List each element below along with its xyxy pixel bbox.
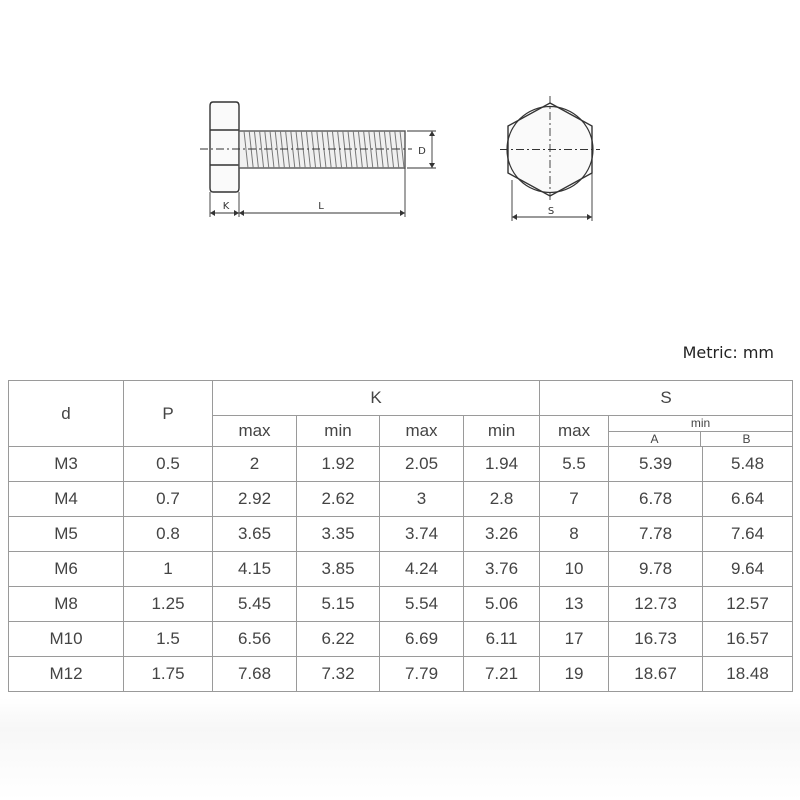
header-k-min-2: min	[464, 416, 540, 447]
table-row	[9, 587, 793, 622]
header-s: S	[540, 381, 793, 416]
dim-k-arrow-right	[234, 210, 239, 216]
cell-s-min-a: 16.73	[609, 622, 703, 657]
cell-k-min-1: 5.15	[297, 587, 380, 622]
cell-k-min-2: 7.21	[464, 657, 540, 692]
cell-d: M4	[9, 482, 124, 517]
dim-s-arrow-right	[587, 214, 592, 220]
cell-s-min-a: 6.78	[609, 482, 703, 517]
cell-k-min-2: 2.8	[464, 482, 540, 517]
cell-s-min-a: 5.39	[609, 447, 703, 482]
cell-k-min-1: 6.22	[297, 622, 380, 657]
header-k-max-2: max	[380, 416, 464, 447]
cell-k-min-2: 5.06	[464, 587, 540, 622]
header-s-min	[609, 416, 793, 447]
dim-l-arrow-left	[239, 210, 244, 216]
cell-d: M8	[9, 587, 124, 622]
table-row	[9, 552, 793, 587]
cell-k-min-2: 6.11	[464, 622, 540, 657]
dim-label-k: K	[222, 201, 230, 212]
cell-s-max: 5.5	[540, 447, 609, 482]
cell-s-max: 10	[540, 552, 609, 587]
cell-s-max: 7	[540, 482, 609, 517]
cell-s-max: 8	[540, 517, 609, 552]
cell-k-max-2: 3.74	[380, 517, 464, 552]
dim-label-s: S	[547, 206, 555, 217]
front-view	[500, 96, 600, 221]
header-s-max: max	[540, 416, 609, 447]
cell-k-min-2: 3.76	[464, 552, 540, 587]
cell-d: M10	[9, 622, 124, 657]
cell-k-min-1: 7.32	[297, 657, 380, 692]
cell-p: 1.5	[124, 622, 213, 657]
header-s-min-b: B	[700, 432, 792, 446]
cell-k-max-2: 2.05	[380, 447, 464, 482]
cell-s-min-b: 7.64	[703, 517, 793, 552]
cell-s-min-b: 5.48	[703, 447, 793, 482]
cell-s-min-b: 18.48	[703, 657, 793, 692]
dim-label-l: L	[318, 201, 324, 212]
cell-d: M3	[9, 447, 124, 482]
spec-table-body	[9, 447, 793, 692]
dim-label-d: D	[418, 146, 426, 157]
cell-k-max-2: 6.69	[380, 622, 464, 657]
header-k-max-1: max	[213, 416, 297, 447]
header-s-min-label: min	[609, 416, 792, 432]
faded-footer-area	[0, 698, 800, 800]
table-row	[9, 622, 793, 657]
cell-k-min-1: 3.35	[297, 517, 380, 552]
bolt-technical-drawing	[0, 0, 800, 300]
cell-p: 0.7	[124, 482, 213, 517]
table-row	[9, 657, 793, 692]
cell-s-min-b: 6.64	[703, 482, 793, 517]
cell-k-max-2: 5.54	[380, 587, 464, 622]
cell-s-max: 19	[540, 657, 609, 692]
header-k: K	[213, 381, 540, 416]
side-view	[200, 102, 436, 217]
cell-k-max-1: 6.56	[213, 622, 297, 657]
cell-k-max-2: 3	[380, 482, 464, 517]
cell-s-min-a: 9.78	[609, 552, 703, 587]
cell-s-max: 13	[540, 587, 609, 622]
dim-d-arrow-bottom	[429, 163, 435, 168]
dim-d-arrow-top	[429, 131, 435, 136]
header-p: P	[124, 381, 213, 447]
cell-d: M5	[9, 517, 124, 552]
cell-p: 1.25	[124, 587, 213, 622]
header-s-min-a: A	[650, 432, 659, 446]
dim-l-arrow-right	[400, 210, 405, 216]
cell-k-max-1: 2.92	[213, 482, 297, 517]
cell-s-min-b: 16.57	[703, 622, 793, 657]
header-d: d	[9, 381, 124, 447]
cell-k-max-2: 4.24	[380, 552, 464, 587]
dim-s-arrow-left	[512, 214, 517, 220]
cell-k-min-2: 3.26	[464, 517, 540, 552]
cell-d: M6	[9, 552, 124, 587]
unit-note: Metric: mm	[682, 343, 774, 362]
cell-s-min-a: 7.78	[609, 517, 703, 552]
cell-k-max-2: 7.79	[380, 657, 464, 692]
cell-s-max: 17	[540, 622, 609, 657]
cell-s-min-b: 9.64	[703, 552, 793, 587]
cell-p: 0.8	[124, 517, 213, 552]
table-row	[9, 447, 793, 482]
header-k-min-1: min	[297, 416, 380, 447]
cell-k-min-2: 1.94	[464, 447, 540, 482]
cell-k-min-1: 2.62	[297, 482, 380, 517]
cell-s-min-a: 12.73	[609, 587, 703, 622]
cell-k-max-1: 3.65	[213, 517, 297, 552]
table-row	[9, 482, 793, 517]
cell-s-min-b: 12.57	[703, 587, 793, 622]
cell-k-max-1: 5.45	[213, 587, 297, 622]
table-row	[9, 517, 793, 552]
cell-k-min-1: 3.85	[297, 552, 380, 587]
cell-s-min-a: 18.67	[609, 657, 703, 692]
dim-k-arrow-left	[210, 210, 215, 216]
cell-k-max-1: 7.68	[213, 657, 297, 692]
bolt-head-side	[210, 102, 239, 192]
cell-d: M12	[9, 657, 124, 692]
bolt-spec-table	[8, 380, 793, 692]
cell-p: 0.5	[124, 447, 213, 482]
cell-k-max-1: 2	[213, 447, 297, 482]
cell-p: 1	[124, 552, 213, 587]
cell-k-max-1: 4.15	[213, 552, 297, 587]
cell-k-min-1: 1.92	[297, 447, 380, 482]
cell-p: 1.75	[124, 657, 213, 692]
